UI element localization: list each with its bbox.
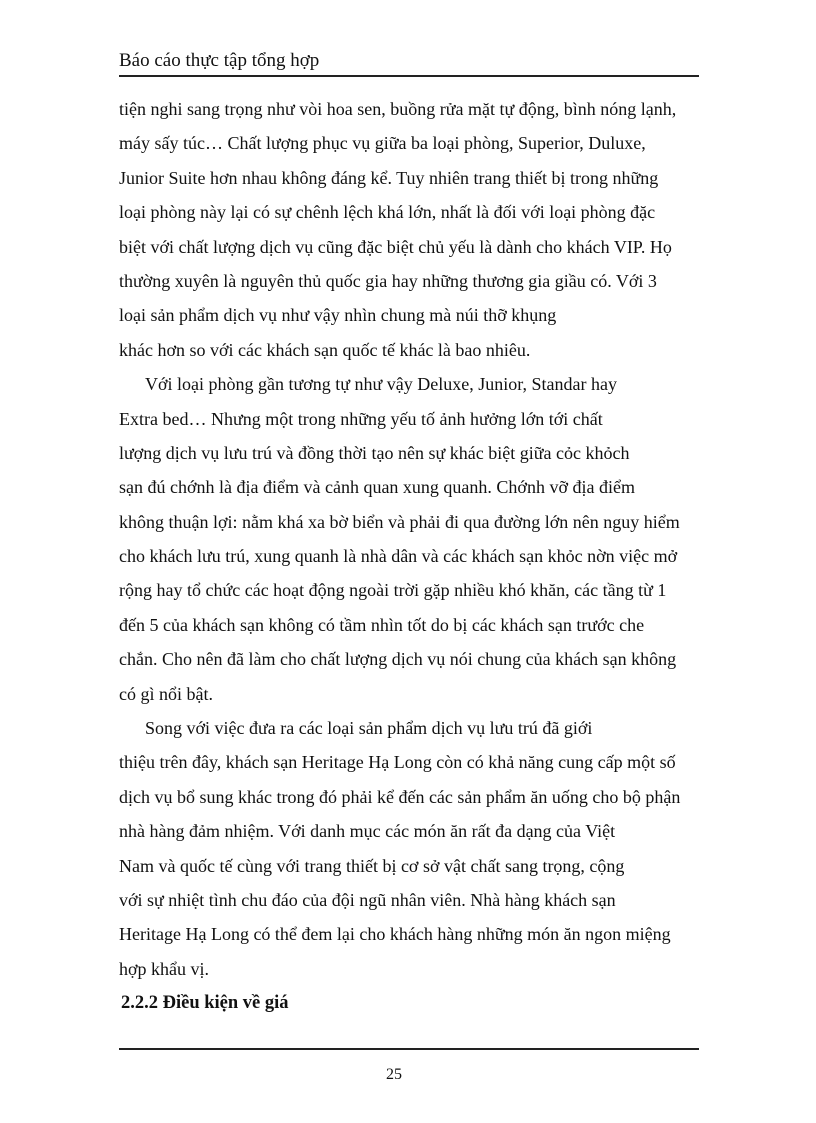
text-line: không thuận lợi: nằm khá xa bờ biển và phải đi qua đường lớn nên nguy hiểm (119, 511, 680, 532)
text-line: cho khách lưu trú, xung quanh là nhà dân và các khách sạn khỏc nờn việc mở (119, 546, 678, 567)
page-header-title: Báo cáo thực tập tổng hợp (119, 50, 320, 71)
text-line: tiện nghi sang trọng như vòi hoa sen, buồng rửa mặt tự động, bình nóng lạnh, (119, 99, 677, 119)
page-body (119, 92, 709, 1021)
section-heading: 2.2.2 Điều kiện về giá (121, 993, 289, 1014)
text-line: sạn đú chớnh là địa điểm và cảnh quan xung quanh. Chớnh vỡ địa điểm (119, 477, 635, 498)
text-line: Junior Suite hơn nhau không đáng kể. Tuy nhiên trang thiết bị trong những (119, 167, 659, 188)
text-line: rộng hay tổ chức các hoạt động ngoài trời gặp nhiều khó khăn, các tầng từ 1 (119, 580, 667, 601)
text-line: khác hơn so với các khách sạn quốc tế khác là bao nhiêu. (119, 339, 531, 360)
text-line: hợp khẩu vị. (119, 958, 210, 979)
text-line: loại phòng này lại có sự chênh lệch khá lớn, nhất là đối với loại phòng đặc (119, 202, 656, 223)
text-line: thường xuyên là nguyên thủ quốc gia hay những thương gia giầu có. Với 3 (119, 270, 657, 291)
text-line: Với loại phòng gần tương tự như vậy Deluxe, Junior, Standar hay (145, 374, 618, 395)
text-line: chắn. Cho nên đã làm cho chất lượng dịch vụ nói chung của khách sạn không (119, 649, 677, 670)
text-line: máy sấy túc… Chất lượng phục vụ giữa ba loại phòng, Superior, Duluxe, (119, 133, 646, 154)
text-line: lượng dịch vụ lưu trú và đồng thời tạo nên sự khác biệt giữa cỏc khỏch (119, 442, 630, 463)
page-number (0, 1066, 816, 1084)
text-line: Nam và quốc tế cùng với trang thiết bị cơ sở vật chất sang trọng, cộng (119, 855, 625, 876)
text-line: đến 5 của khách sạn không có tầm nhìn tốt do bị các khách sạn trước che (119, 614, 645, 635)
text-line: Song với việc đưa ra các loại sản phẩm dịch vụ lưu trú đã giới (145, 718, 593, 739)
text-line: Extra bed… Nhưng một trong những yếu tố ảnh hưởng lớn tới chất (119, 408, 603, 429)
header-rule (119, 75, 699, 77)
text-line: với sự nhiệt tình chu đáo của đội ngũ nhân viên. Nhà hàng khách sạn (119, 889, 616, 910)
text-line: biệt với chất lượng dịch vụ cũng đặc biệt chủ yếu là dành cho khách VIP. Họ (119, 236, 672, 257)
text-line: có gì nổi bật. (119, 683, 213, 704)
text-line: nhà hàng đảm nhiệm. Với danh mục các món ăn rất đa dạng của Việt (119, 821, 616, 842)
text-line: loại sản phẩm dịch vụ như vậy nhìn chung mà núi thỡ khụng (119, 305, 557, 326)
page-number-text: 25 (386, 1066, 402, 1083)
text-line: dịch vụ bổ sung khác trong đó phải kể đến các sản phẩm ăn uống cho bộ phận (119, 786, 681, 807)
text-line: Heritage Hạ Long có thể đem lại cho khách hàng những món ăn ngon miệng (119, 924, 671, 945)
footer-rule (119, 1048, 699, 1050)
text-line: thiệu trên đây, khách sạn Heritage Hạ Long còn có khả năng cung cấp một số (119, 752, 676, 773)
